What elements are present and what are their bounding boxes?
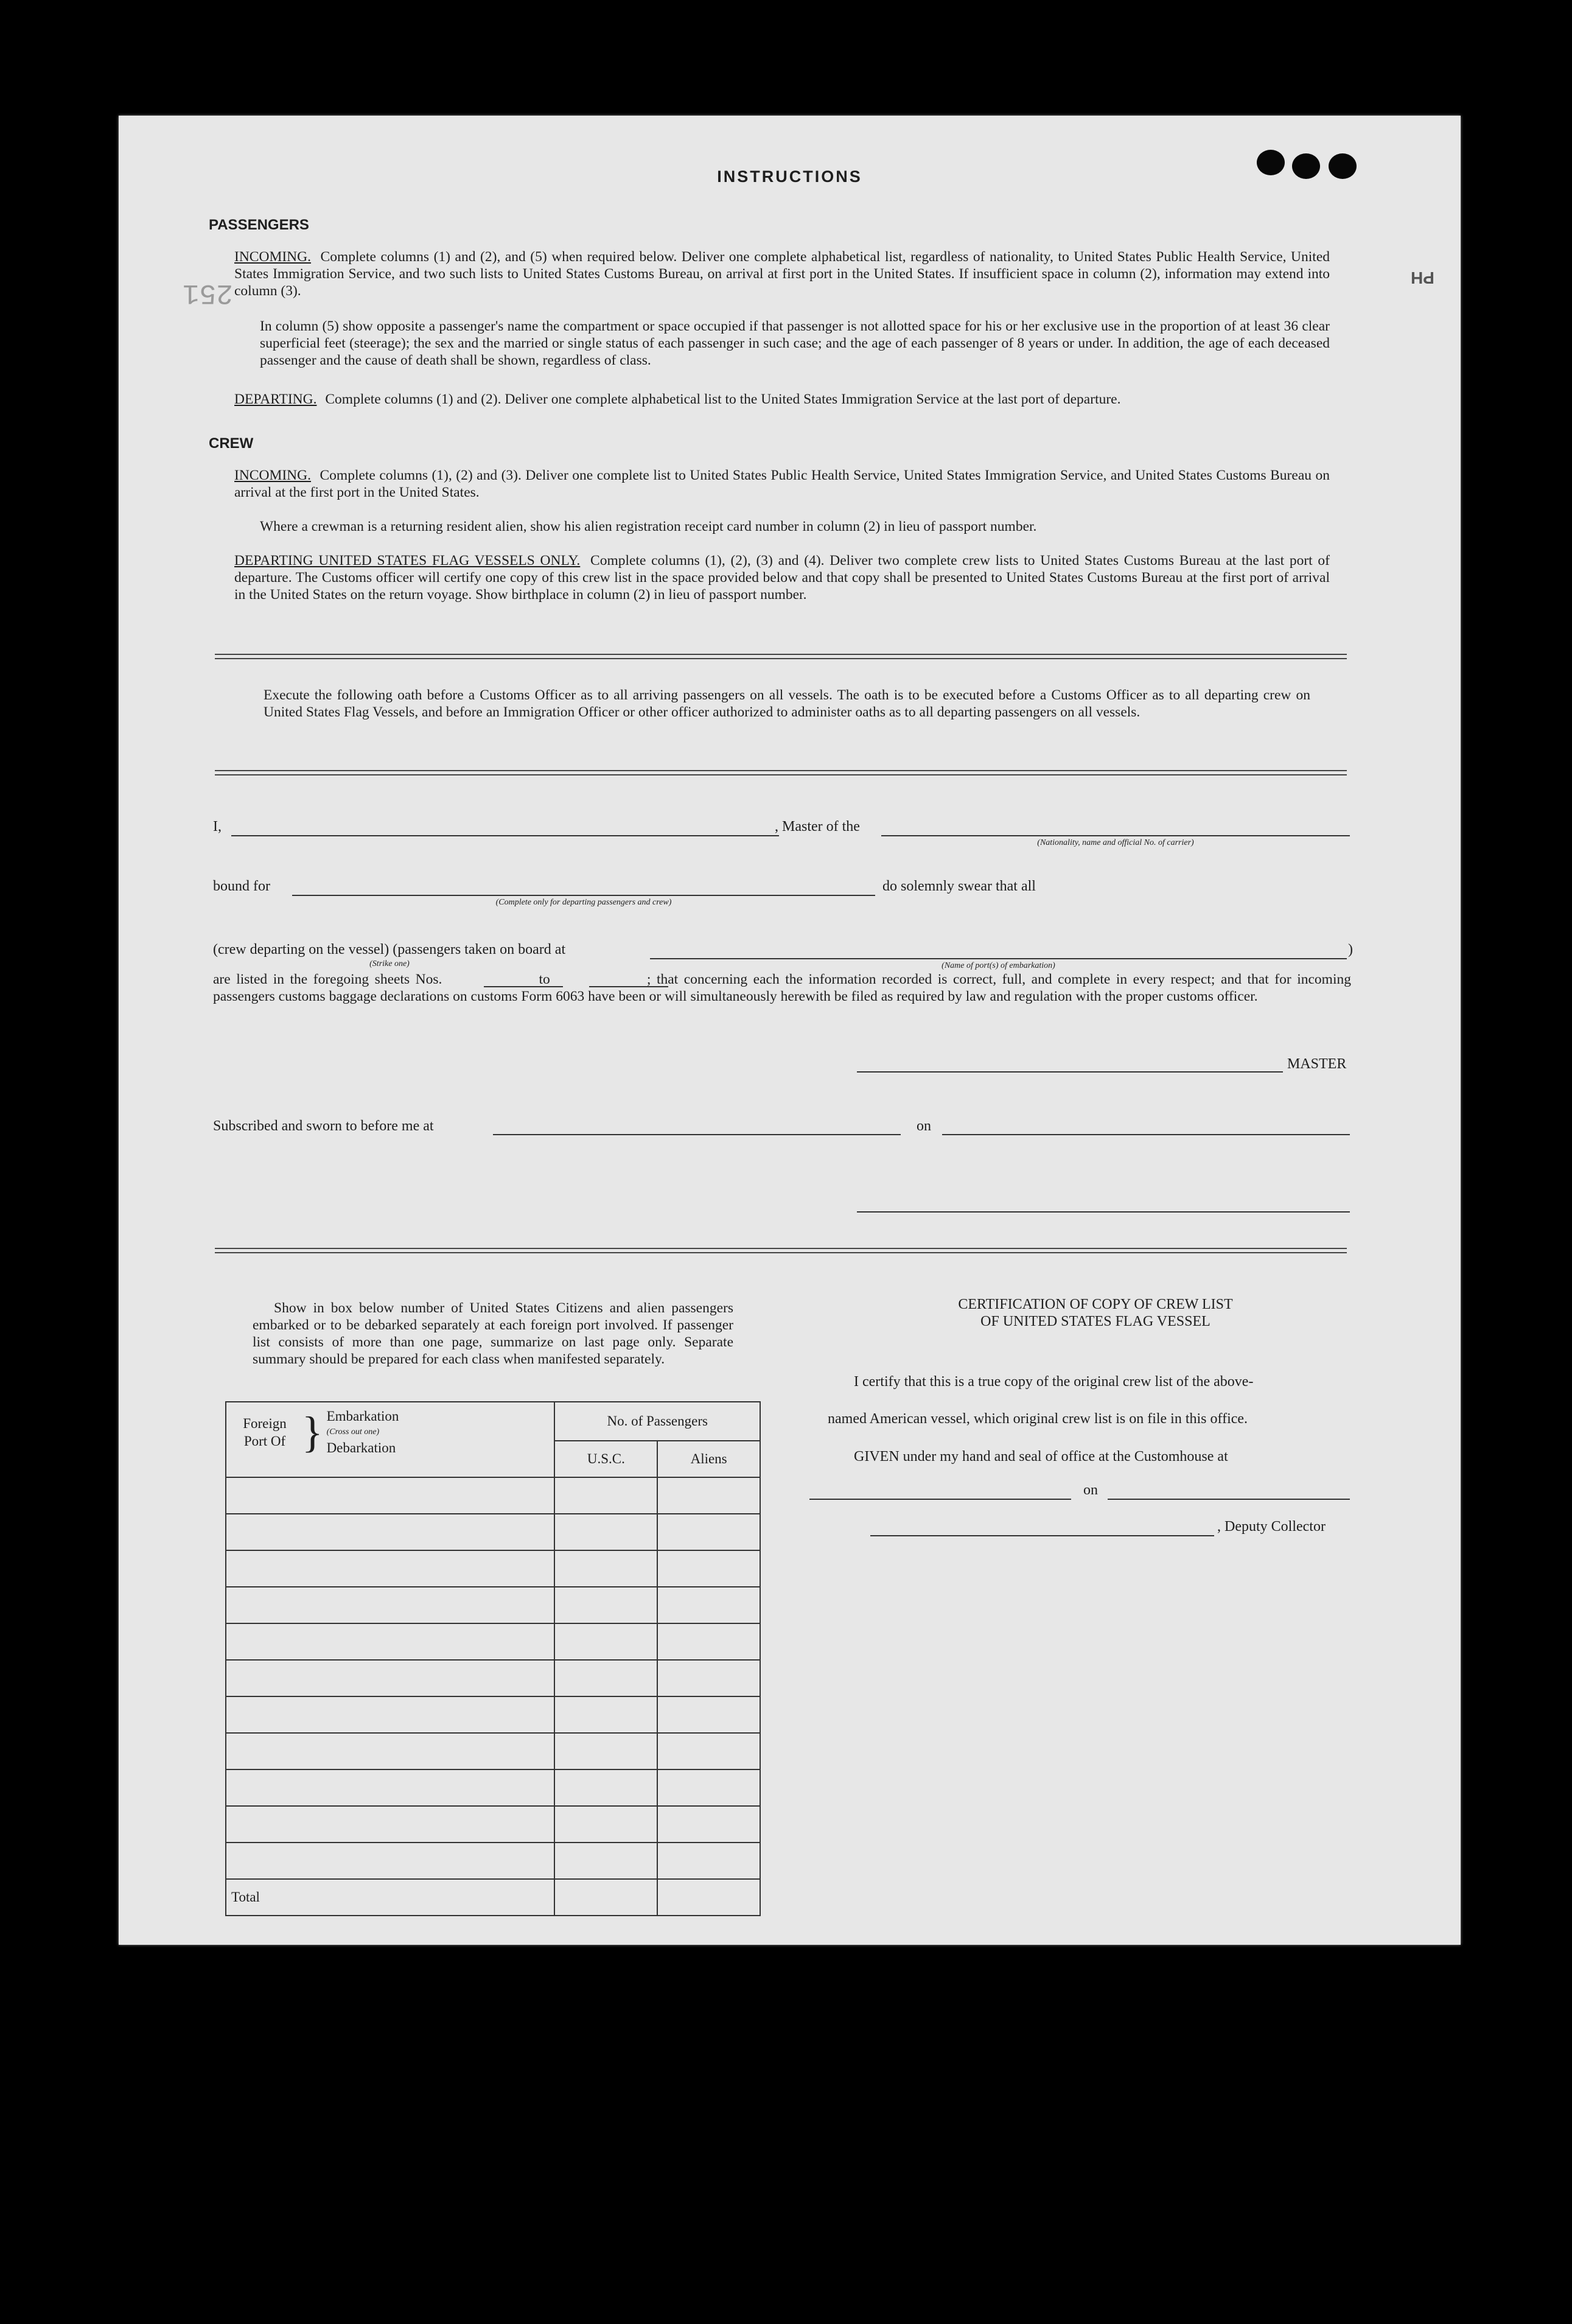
total-label: Total [226, 1879, 554, 1916]
summary-row [226, 1769, 760, 1806]
passenger-summary-table [225, 1401, 761, 1916]
port-cell[interactable] [226, 1623, 554, 1660]
crew-departing [234, 552, 1330, 603]
listed-to: to [539, 971, 550, 987]
passengers-incoming-text: Complete columns (1) and (2), and (5) when required below. Deliver one complete alphabetical list, regardless of nationality, to United States Public Health Service, United States Immigration Service, and two such lists to United States Customs Bureau, on arrival at first port in the United States. If insufficient space in column (2), information may extend into column (3). [234, 249, 1330, 299]
bound-for-label: bound for [213, 878, 270, 894]
margin-ph-mark: PH [1411, 268, 1434, 287]
swear-label: do solemnly swear that all [882, 878, 1036, 894]
summary-row [226, 1806, 760, 1843]
passengers-heading: PASSENGERS [209, 217, 309, 233]
port-cell[interactable] [226, 1843, 554, 1879]
summary-text: Show in box below number of United States Citizens and alien passengers embarked or to be debarked separately at each foreign port involved. If passenger list consists of more than one page, summarize on last page only. Separate summary should be prepared for each class when manifested separately. [253, 1300, 733, 1367]
certification-text-1: I certify that this is a true copy of the original crew list of the above- [854, 1374, 1254, 1390]
usc-cell[interactable] [554, 1843, 657, 1879]
crew-departing-text: Complete columns (1), (2), (3) and (4). Deliver two complete crew lists to United States Customs Bureau at the last port of departure. The Customs officer will certify one copy of this crew list in the space provided below and that copy shall be presented to United States Customs Bureau at the first port of arrival in the United States on the return voyage. Show birthplace in column (2) in lieu of passport number. [234, 553, 1330, 603]
usc-cell[interactable] [554, 1806, 657, 1843]
summary-row [226, 1477, 760, 1514]
form-sheet [119, 116, 1461, 1945]
foreign-port-label: Foreign Port Of [243, 1416, 287, 1449]
crew-heading: CREW [209, 435, 254, 452]
port-header [226, 1402, 554, 1477]
usc-cell[interactable] [554, 1660, 657, 1696]
aliens-cell[interactable] [657, 1696, 760, 1733]
passengers-departing-lead: DEPARTING. [234, 391, 317, 407]
listed-paragraph [213, 971, 1351, 1005]
summary-row [226, 1733, 760, 1769]
sworn-on-label: on [917, 1118, 931, 1134]
certification-heading-2: OF UNITED STATES FLAG VESSEL [980, 1314, 1210, 1329]
embarkation-ports-field[interactable] [650, 958, 1347, 959]
aliens-cell[interactable] [657, 1623, 760, 1660]
passengers-incoming [234, 248, 1330, 299]
listed-a: are listed in the foregoing sheets Nos. [213, 971, 442, 987]
summary-row [226, 1623, 760, 1660]
deputy-collector-label: , Deputy Collector [1217, 1519, 1326, 1535]
usc-cell[interactable] [554, 1477, 657, 1514]
port-cell[interactable] [226, 1696, 554, 1733]
sworn-date-field[interactable] [942, 1134, 1350, 1135]
aliens-cell[interactable] [657, 1660, 760, 1696]
passengers-column5: In column (5) show opposite a passenger's name the compartment or space occupied if that passenger is not allotted space for his or her exclusive use in the proportion of at least 36 clear superficial feet (steerage); the sex and the married or single status of each passenger in such case; and the age of each passenger of 8 years or under. In addition, the age of each deceased passenger and the cause of death shall be shown, regardless of class. [260, 318, 1330, 368]
summary-row [226, 1696, 760, 1733]
port-cell[interactable] [226, 1806, 554, 1843]
master-name-field[interactable] [231, 835, 779, 836]
ports-caption: (Name of port(s) of embarkation) [941, 961, 1055, 970]
usc-cell[interactable] [554, 1623, 657, 1660]
port-cell[interactable] [226, 1477, 554, 1514]
master-signature-field[interactable] [857, 1071, 1283, 1073]
divider-3 [215, 1248, 1347, 1253]
usc-cell[interactable] [554, 1696, 657, 1733]
aliens-cell[interactable] [657, 1477, 760, 1514]
deputy-signature-field[interactable] [870, 1535, 1214, 1536]
nationality-caption: (Nationality, name and official No. of carrier) [1037, 838, 1194, 847]
sworn-place-field[interactable] [493, 1134, 901, 1135]
summary-row [226, 1843, 760, 1879]
aliens-cell[interactable] [657, 1769, 760, 1806]
passengers-departing-text: Complete columns (1) and (2). Deliver one complete alphabetical list to the United States Immigration Service at the last port of departure. [325, 391, 1121, 407]
officer-signature-field[interactable] [857, 1211, 1350, 1213]
passengers-incoming-lead: INCOMING. [234, 249, 311, 265]
port-cell[interactable] [226, 1550, 554, 1587]
certification-text-2: named American vessel, which original crew list is on file in this office. [828, 1411, 1248, 1427]
usc-cell[interactable] [554, 1550, 657, 1587]
passengers-departing [234, 391, 1330, 408]
usc-header: U.S.C. [554, 1441, 657, 1477]
margin-left-number: 251 [183, 277, 233, 309]
oath-i-label: I, [213, 819, 222, 835]
strike-caption: (Strike one) [369, 959, 410, 968]
embarkation-label: Embarkation [326, 1409, 399, 1424]
debarkation-label: Debarkation [326, 1440, 396, 1455]
divider-1 [215, 654, 1347, 659]
master-label: MASTER [1287, 1056, 1347, 1072]
passenger-summary-rows [226, 1477, 760, 1879]
master-of-label: , Master of the [775, 819, 860, 835]
usc-cell[interactable] [554, 1514, 657, 1550]
port-cell[interactable] [226, 1587, 554, 1623]
bound-for-field[interactable] [292, 895, 875, 896]
certification-date-field[interactable] [1108, 1499, 1350, 1500]
oath-intro: Execute the following oath before a Customs Officer as to all arriving passengers on all vessels. The oath is to be executed before a Customs Officer as to all departing crew on United States Flag Vessels, and before an Immigration Officer or other officer authorized to administer oaths as to all departing passengers on all vessels. [264, 687, 1310, 720]
summary-row [226, 1550, 760, 1587]
crew-incoming-lead: INCOMING. [234, 467, 311, 483]
aliens-cell[interactable] [657, 1550, 760, 1587]
aliens-cell[interactable] [657, 1843, 760, 1879]
divider-2 [215, 770, 1347, 775]
summary-row [226, 1514, 760, 1550]
brace-icon: } [302, 1408, 323, 1457]
bound-for-caption: (Complete only for departing passengers and crew) [495, 898, 672, 907]
aliens-cell[interactable] [657, 1806, 760, 1843]
customhouse-field[interactable] [809, 1499, 1071, 1500]
certification-on-label: on [1083, 1482, 1098, 1498]
aliens-cell[interactable] [657, 1733, 760, 1769]
total-aliens-cell[interactable] [657, 1879, 760, 1916]
summary-row [226, 1660, 760, 1696]
listed-b: ; that concerning each the information recorded is correct, full, and complete in every respect; and that for incoming passengers customs baggage declarations on customs Form 6063 have been or will simultaneously herewith be filed as required by law and regulation with the proper customs officer. [213, 971, 1351, 1004]
crew-incoming [234, 467, 1330, 501]
port-cell[interactable] [226, 1514, 554, 1550]
crew-incoming-text: Complete columns (1), (2) and (3). Deliver one complete list to United States Public Health Service, United States Immigration Service, and United States Customs Bureau on arrival at the first port in the United States. [234, 467, 1330, 500]
certification-heading-1: CERTIFICATION OF COPY OF CREW LIST [958, 1297, 1233, 1312]
crew-resident: Where a crewman is a returning resident alien, show his alien registration receipt card number in column (2) in lieu of passport number. [260, 519, 1037, 534]
aliens-header: Aliens [657, 1441, 760, 1477]
summary-row [226, 1587, 760, 1623]
cross-out-caption: (Cross out one) [326, 1427, 380, 1437]
carrier-field[interactable] [881, 835, 1350, 836]
certification-text-3: GIVEN under my hand and seal of office at the Customhouse at [854, 1449, 1228, 1465]
usc-cell[interactable] [554, 1587, 657, 1623]
aliens-cell[interactable] [657, 1587, 760, 1623]
usc-cell[interactable] [554, 1769, 657, 1806]
strike-label: (crew departing on the vessel) (passengers taken on board at [213, 942, 566, 957]
close-paren: ) [1348, 942, 1353, 957]
no-of-passengers-header: No. of Passengers [554, 1402, 760, 1441]
subscribed-label: Subscribed and sworn to before me at [213, 1118, 434, 1134]
total-usc-cell[interactable] [554, 1879, 657, 1916]
port-cell[interactable] [226, 1660, 554, 1696]
port-cell[interactable] [226, 1733, 554, 1769]
instructions-title: INSTRUCTIONS [717, 167, 862, 186]
crew-departing-lead: DEPARTING UNITED STATES FLAG VESSELS ONLY. [234, 553, 581, 569]
port-cell[interactable] [226, 1769, 554, 1806]
usc-cell[interactable] [554, 1733, 657, 1769]
aliens-cell[interactable] [657, 1514, 760, 1550]
